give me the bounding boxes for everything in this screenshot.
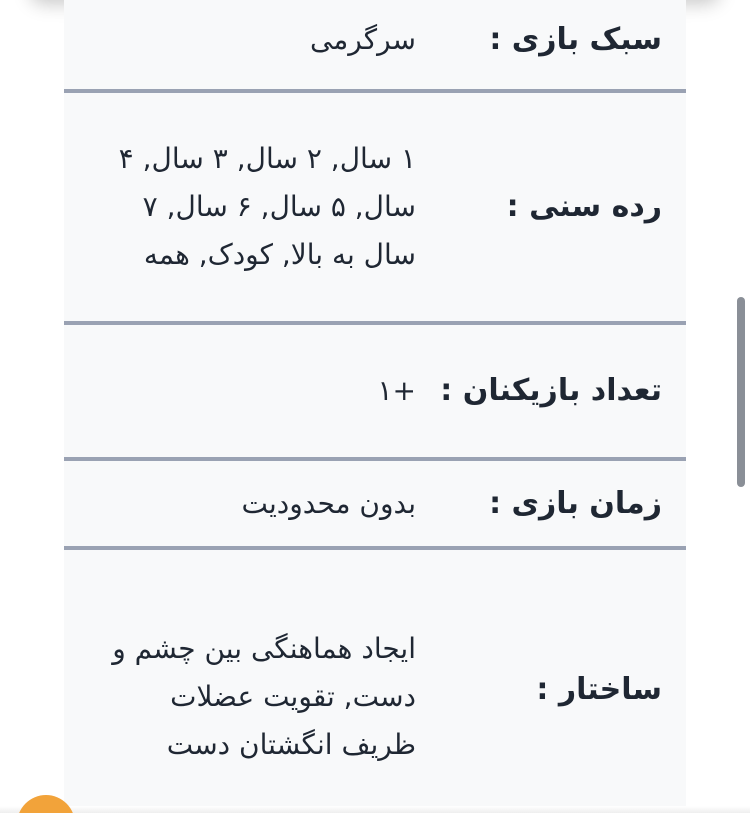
vertical-scrollbar[interactable]	[737, 297, 745, 487]
spec-row-structure	[64, 550, 686, 813]
spec-value-time: بدون محدودیت	[241, 486, 416, 520]
spec-row-genre	[64, 0, 686, 93]
spec-label-time: زمان بازی :	[489, 485, 662, 521]
spec-value-players: +۱	[377, 374, 416, 407]
spec-row-players	[64, 325, 686, 461]
product-specs-table	[64, 0, 686, 813]
spec-label-structure: ساختار :	[536, 672, 662, 707]
spec-label-genre: سبک بازی :	[489, 21, 662, 57]
spec-row-time	[64, 461, 686, 550]
bottom-bar-edge	[0, 806, 750, 813]
spec-value-genre: سرگرمی	[309, 22, 416, 56]
spec-label-age: رده سنی :	[506, 189, 662, 224]
spec-value-age: ۱ سال, ۲ سال, ۳ سال, ۴ سال, ۵ سال, ۶ سال, ۷ سال به بالا, کودک, همه	[118, 142, 416, 271]
spec-value-structure: ایجاد هماهنگی بین چشم و دست, تقویت عضلات ظریف انگشتان دست	[112, 632, 416, 761]
spec-label-players: تعداد بازیکنان :	[440, 373, 662, 408]
spec-row-age	[64, 93, 686, 325]
